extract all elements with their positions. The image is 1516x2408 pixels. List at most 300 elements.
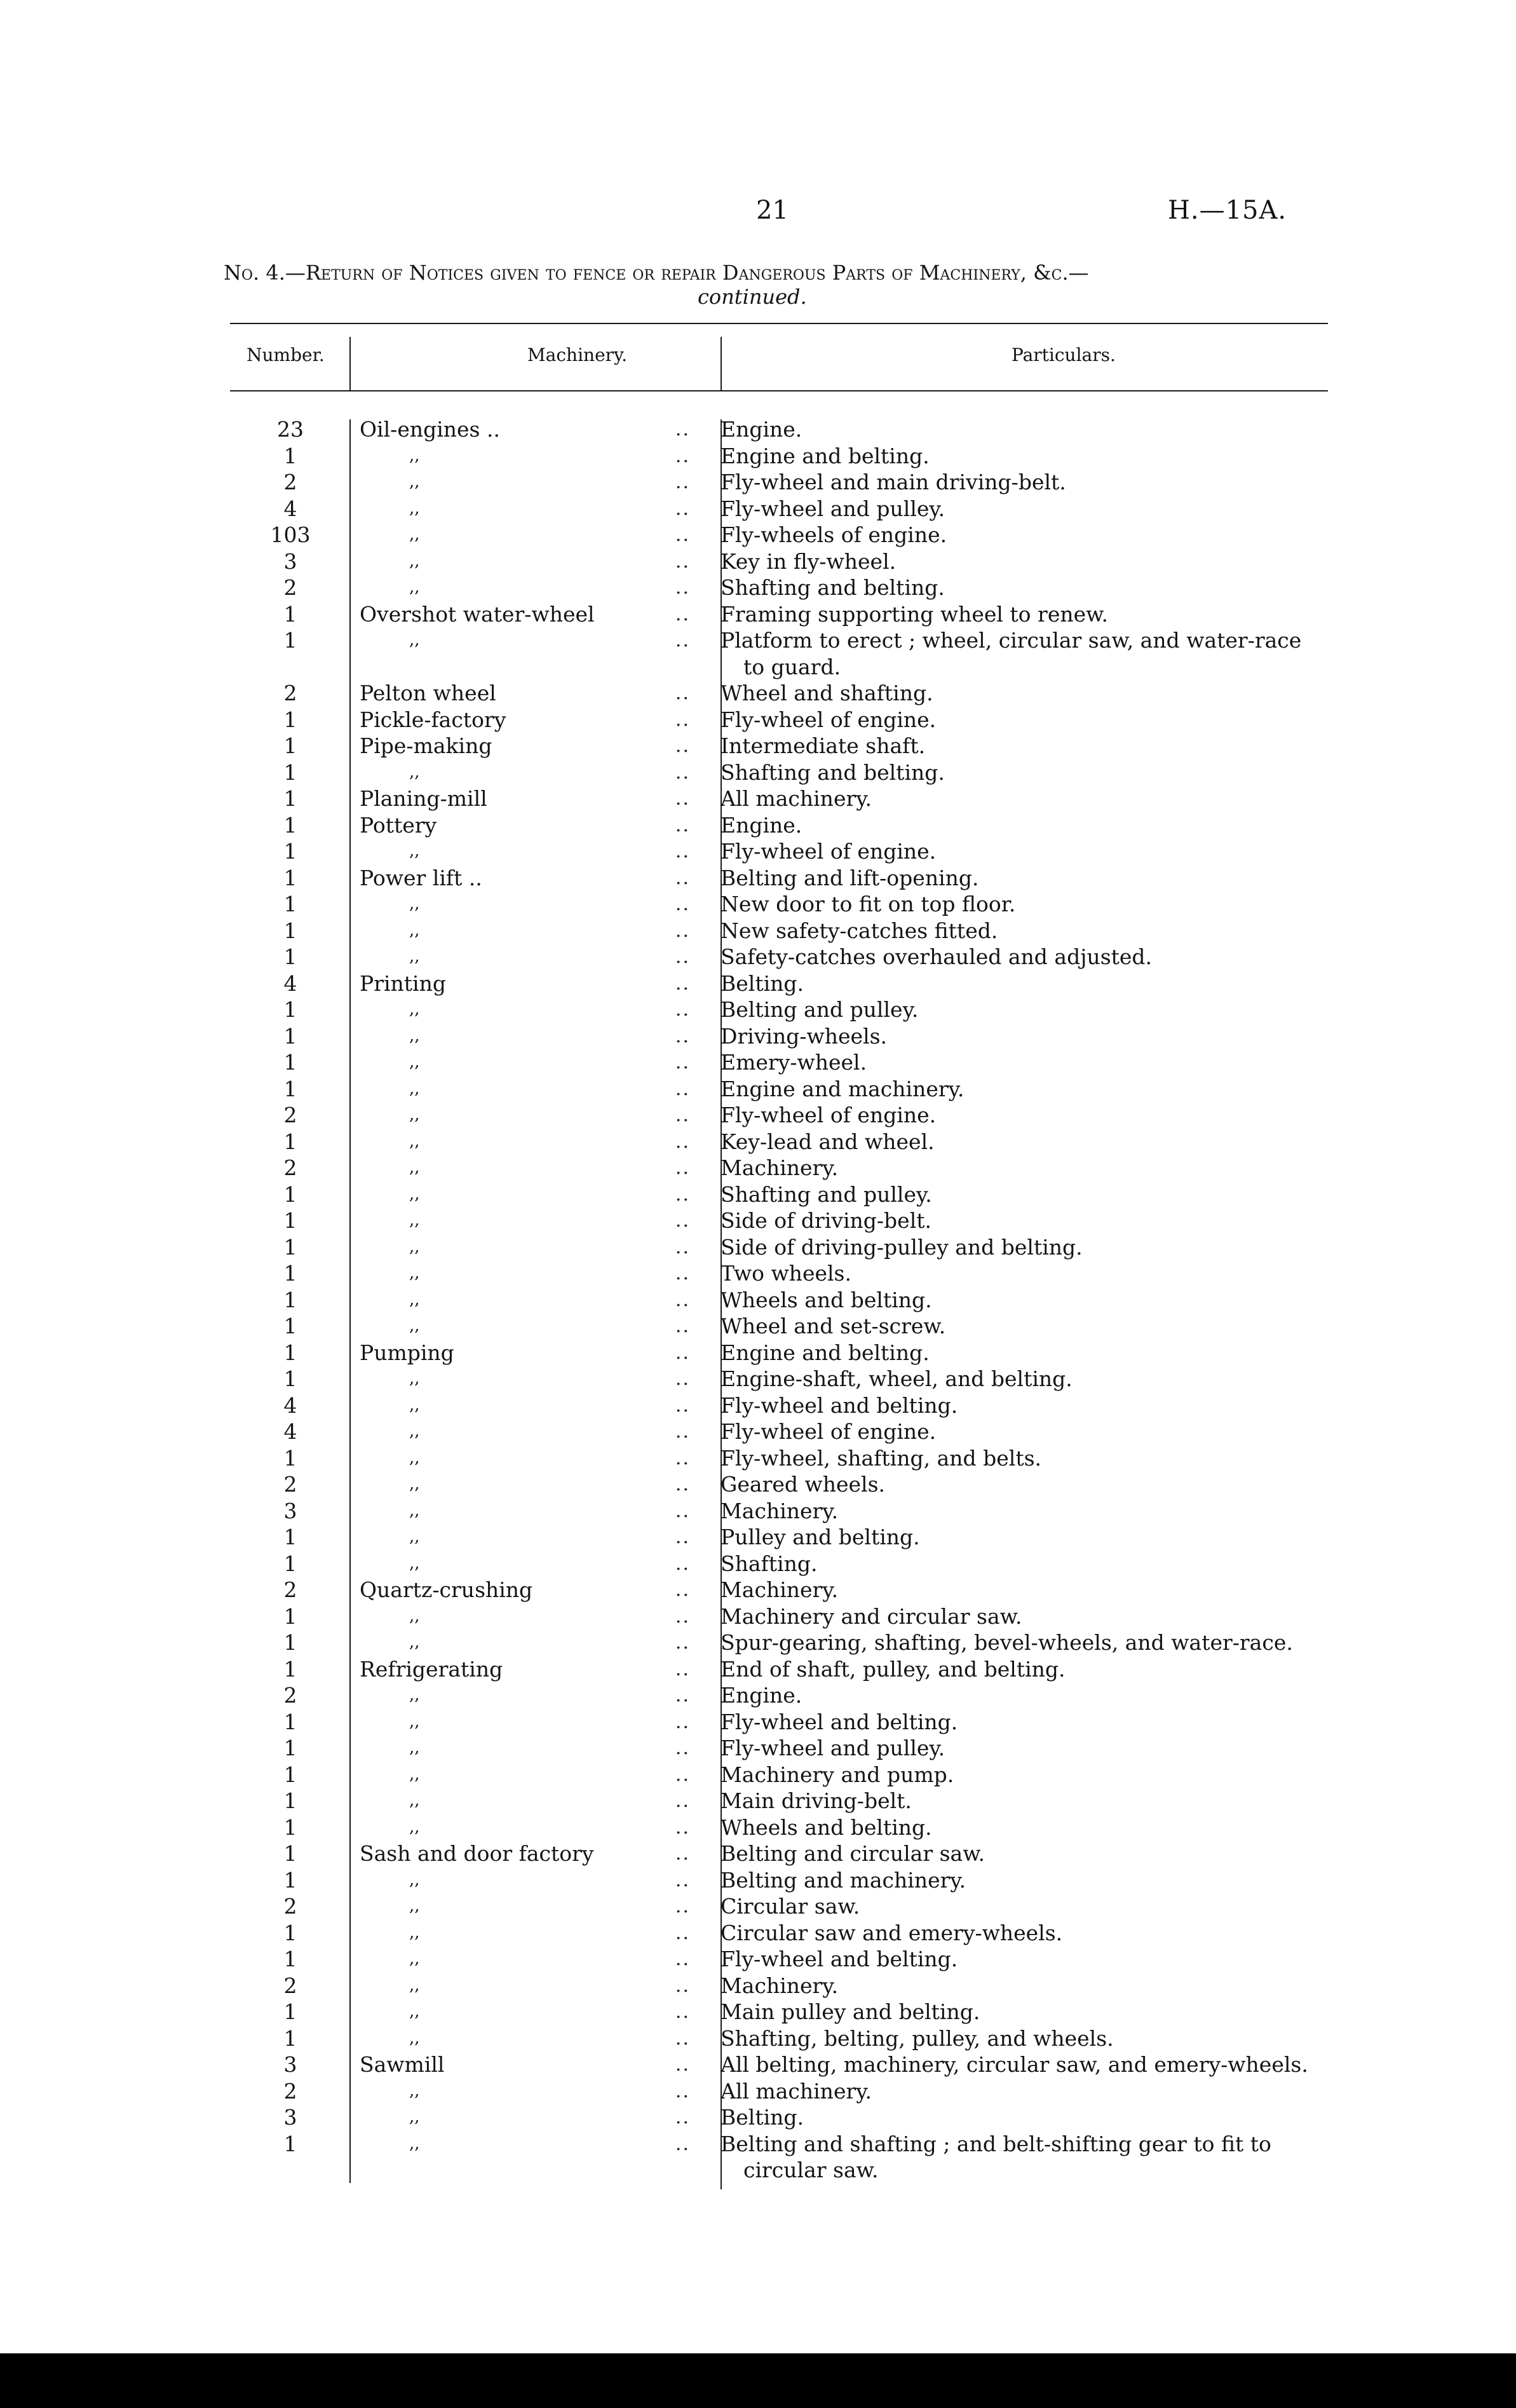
leader-dots: .. (675, 972, 690, 995)
row-particulars (696, 443, 1328, 470)
table-row (230, 2104, 1328, 2131)
row-number: 2 (283, 1973, 297, 1998)
row-particulars (696, 707, 1328, 733)
row-machinery-text: ,, (409, 2107, 420, 2126)
row-machinery-text: ,, (409, 1474, 420, 1493)
row-particulars (696, 1840, 1328, 1867)
row-machinery (353, 1313, 696, 1340)
row-machinery (353, 1234, 696, 1261)
table-title: No. 4.—Return of Notices given to fence or repair Dangerous Parts of Machinery, &c.— (224, 261, 1089, 285)
table-row (230, 1973, 1328, 1999)
table-row (230, 1181, 1328, 1208)
row-number: 1 (283, 2025, 297, 2051)
row-particulars (696, 2051, 1328, 2078)
row-machinery (353, 1287, 696, 1314)
row-particulars-text: Machinery. (721, 1498, 839, 1523)
row-number: 2 (283, 1155, 297, 1180)
table-row (230, 865, 1328, 892)
leader-dots: .. (675, 1816, 690, 1839)
row-machinery (353, 1788, 696, 1814)
row-particulars-text: Fly-wheel of engine. (721, 839, 937, 864)
leader-dots: .. (675, 576, 690, 599)
row-machinery-text: ,, (409, 1896, 420, 1915)
leader-dots: .. (675, 602, 690, 625)
table-row (230, 1234, 1328, 1261)
row-machinery-text: ,, (409, 1026, 420, 1045)
row-machinery-text: ,, (409, 1500, 420, 1520)
row-number: 1 (283, 1630, 297, 1655)
table-row (230, 1656, 1328, 1683)
leader-dots: .. (675, 550, 690, 573)
row-machinery-text: ,, (409, 1764, 420, 1784)
row-number: 1 (283, 892, 297, 916)
row-particulars (696, 469, 1328, 496)
row-machinery-text: ,, (409, 1633, 420, 1652)
row-particulars-text: Machinery. (721, 1155, 839, 1180)
row-number: 4 (283, 496, 297, 521)
row-particulars (696, 1340, 1328, 1366)
row-machinery (353, 496, 696, 522)
table-row (230, 1840, 1328, 1867)
row-number: 1 (283, 601, 297, 627)
row-machinery (353, 1814, 696, 1841)
table-row (230, 891, 1328, 918)
row-machinery (353, 1471, 696, 1498)
row-particulars (696, 1999, 1328, 2025)
row-number: 1 (283, 812, 297, 838)
row-machinery-text: ,, (409, 1184, 420, 1204)
row-number: 2 (283, 470, 297, 494)
row-machinery-text: ,, (409, 1553, 420, 1573)
table-row (230, 1709, 1328, 1736)
row-particulars-text: Belting and pulley. (721, 997, 919, 1022)
row-particulars-text: Engine. (721, 1683, 802, 1708)
leader-dots: .. (675, 1921, 690, 1944)
row-particulars (696, 1946, 1328, 1973)
row-particulars-text: Safety-catches overhauled and adjusted. (721, 944, 1153, 969)
row-machinery (353, 601, 696, 628)
table-row (230, 522, 1328, 548)
row-particulars (696, 1498, 1328, 1525)
row-machinery (353, 1603, 696, 1630)
column-divider-2 (721, 337, 722, 390)
row-machinery-text: ,, (409, 630, 420, 650)
row-machinery (353, 1445, 696, 1472)
table-row (230, 2078, 1328, 2105)
row-machinery-text: Overshot water-wheel (360, 601, 595, 627)
leader-dots: .. (675, 1974, 690, 1997)
row-number: 1 (283, 1920, 297, 1945)
row-number: 1 (283, 1287, 297, 1312)
row-particulars-text: New door to fit on top floor. (721, 892, 1016, 916)
row-number: 3 (283, 548, 297, 574)
row-particulars-text: Framing supporting wheel to renew. (721, 601, 1108, 627)
row-particulars (696, 1471, 1328, 1498)
row-number: 1 (283, 1788, 297, 1813)
row-number: 1 (283, 759, 297, 785)
table-row (230, 1287, 1328, 1314)
row-machinery (353, 1076, 696, 1103)
row-machinery-text: ,, (409, 1422, 420, 1441)
table-row (230, 1524, 1328, 1551)
row-particulars (696, 548, 1328, 575)
row-machinery-text: ,, (409, 1527, 420, 1546)
row-machinery (353, 707, 696, 733)
row-machinery-text: Power lift .. (360, 865, 482, 890)
row-particulars (696, 1129, 1328, 1155)
row-machinery (353, 1023, 696, 1050)
row-machinery (353, 1735, 696, 1762)
column-header-particulars: Particulars. (1012, 344, 1116, 365)
table-row (230, 2051, 1328, 2078)
row-machinery-text: Refrigerating (360, 1656, 503, 1682)
row-machinery-text: Oil-engines .. (360, 417, 500, 442)
table-row (230, 812, 1328, 839)
row-number: 1 (283, 1340, 297, 1365)
leader-dots: .. (675, 1763, 690, 1786)
row-machinery (353, 1129, 696, 1155)
row-particulars-text: Fly-wheel and belting. (721, 1392, 958, 1418)
row-machinery-text: ,, (409, 1817, 420, 1837)
table-row (230, 1207, 1328, 1234)
table-row (230, 1260, 1328, 1287)
table-row (230, 1498, 1328, 1525)
row-machinery (353, 680, 696, 707)
row-machinery (353, 1682, 696, 1709)
table-row (230, 1313, 1328, 1340)
table-row (230, 1946, 1328, 1973)
leader-dots: .. (675, 444, 690, 467)
leader-dots: .. (675, 1499, 690, 1522)
notices-table (230, 416, 1328, 2184)
table-row (230, 1682, 1328, 1709)
row-machinery (353, 1656, 696, 1683)
row-machinery-text: ,, (409, 1131, 420, 1151)
row-particulars (696, 1920, 1328, 1947)
row-number: 1 (283, 1709, 297, 1734)
table-row (230, 1445, 1328, 1472)
row-particulars-text: Side of driving-belt. (721, 1208, 932, 1233)
leader-dots: .. (675, 1157, 690, 1179)
row-particulars-text: All machinery. (721, 786, 872, 811)
row-number: 1 (283, 1076, 297, 1101)
row-machinery-text: ,, (409, 1922, 420, 1942)
row-machinery (353, 891, 696, 918)
row-particulars-text: Shafting. (721, 1551, 818, 1576)
row-machinery (353, 1946, 696, 1973)
row-machinery (353, 759, 696, 786)
page-number: 21 (756, 196, 788, 225)
leader-dots: .. (675, 919, 690, 942)
leader-dots: .. (675, 1948, 690, 1970)
row-machinery (353, 2025, 696, 2052)
row-machinery (353, 469, 696, 496)
leader-dots: .. (675, 1842, 690, 1865)
row-number: 2 (283, 1577, 297, 1602)
leader-dots: .. (675, 1605, 690, 1628)
row-number: 1 (283, 1181, 297, 1207)
row-particulars-text: Circular saw. (721, 1894, 860, 1919)
table-row (230, 1340, 1328, 1366)
leader-dots: .. (675, 998, 690, 1021)
table-row (230, 2025, 1328, 2052)
table-row (230, 786, 1328, 812)
row-machinery (353, 1340, 696, 1366)
row-number: 2 (283, 681, 297, 705)
header-rule (230, 390, 1328, 391)
row-particulars (696, 1076, 1328, 1103)
row-particulars (696, 1102, 1328, 1129)
row-number: 1 (283, 1603, 297, 1629)
leader-dots: .. (675, 2106, 690, 2128)
leader-dots: .. (675, 1024, 690, 1047)
leader-dots: .. (675, 524, 690, 546)
row-particulars (696, 680, 1328, 707)
row-particulars (696, 970, 1328, 997)
row-machinery (353, 1260, 696, 1287)
leader-dots: .. (675, 629, 690, 651)
leader-dots: .. (675, 1473, 690, 1495)
table-row (230, 1893, 1328, 1920)
table-row (230, 1788, 1328, 1814)
table-row (230, 443, 1328, 470)
row-particulars (696, 1445, 1328, 1472)
row-number: 3 (283, 1498, 297, 1523)
row-number: 2 (283, 1103, 297, 1127)
table-row (230, 627, 1328, 680)
leader-dots: .. (675, 1130, 690, 1153)
row-particulars-text: Belting and circular saw. (721, 1841, 985, 1866)
table-row (230, 1392, 1328, 1419)
table-row (230, 1102, 1328, 1129)
row-number: 2 (283, 2078, 297, 2104)
column-divider-1 (349, 337, 351, 390)
table-row (230, 707, 1328, 733)
row-particulars (696, 891, 1328, 918)
row-machinery (353, 838, 696, 865)
row-particulars-text: Key-lead and wheel. (721, 1129, 935, 1154)
row-machinery-text: ,, (409, 472, 420, 491)
table-row (230, 1603, 1328, 1630)
row-machinery-text: ,, (409, 2028, 420, 2048)
row-particulars-text: Driving-wheels. (721, 1023, 888, 1049)
row-particulars-text: Machinery and pump. (721, 1762, 954, 1787)
row-machinery (353, 1155, 696, 1181)
table-row (230, 1155, 1328, 1181)
row-particulars-text: Main driving-belt. (721, 1788, 912, 1813)
row-particulars-text: Wheels and belting. (721, 1814, 932, 1840)
row-particulars (696, 1392, 1328, 1419)
row-particulars-text: Belting and machinery. (721, 1867, 966, 1893)
table-row (230, 469, 1328, 496)
row-particulars (696, 575, 1328, 601)
row-particulars (696, 2131, 1328, 2184)
row-particulars-text: Shafting and belting. (721, 575, 945, 600)
row-particulars-text: Engine. (721, 812, 802, 838)
leader-dots: .. (675, 682, 690, 704)
row-machinery-text: ,, (409, 1711, 420, 1731)
row-particulars-text: Main pulley and belting. (721, 1999, 980, 2024)
row-machinery-text: ,, (409, 1000, 420, 1019)
leader-dots: .. (675, 866, 690, 889)
row-number: 1 (283, 1551, 297, 1576)
row-particulars (696, 1656, 1328, 1683)
table-row (230, 416, 1328, 443)
row-machinery-text: ,, (409, 1738, 420, 1757)
column-header-machinery: Machinery. (527, 344, 628, 365)
row-particulars-text: Engine. (721, 417, 802, 442)
row-machinery-text: ,, (409, 1791, 420, 1810)
row-machinery-text: Pelton wheel (360, 681, 496, 705)
row-machinery-text: ,, (409, 1078, 420, 1098)
leader-dots: .. (675, 1315, 690, 1337)
row-particulars (696, 1973, 1328, 1999)
leader-dots: .. (675, 1341, 690, 1364)
row-machinery (353, 416, 696, 443)
row-particulars-text: New safety-catches fitted. (721, 918, 998, 943)
table-row (230, 838, 1328, 865)
row-number: 1 (283, 1999, 297, 2024)
row-particulars-text: Key in fly-wheel. (721, 548, 897, 574)
row-particulars (696, 1155, 1328, 1181)
leader-dots: .. (675, 1579, 690, 1601)
row-number: 1 (283, 443, 297, 468)
row-particulars-text: Fly-wheel and pulley. (721, 496, 945, 521)
row-number: 1 (283, 1208, 297, 1233)
row-number: 2 (283, 1894, 297, 1919)
row-particulars-text: Pulley and belting. (721, 1525, 920, 1549)
row-particulars-text: Spur-gearing, shafting, bevel-wheels, and water-race. (721, 1630, 1293, 1655)
row-number: 1 (283, 2131, 297, 2156)
row-particulars-text: Fly-wheel and pulley. (721, 1736, 945, 1760)
row-machinery-text: ,, (409, 525, 420, 544)
row-machinery (353, 1867, 696, 1894)
table-row (230, 1577, 1328, 1603)
table-row (230, 1867, 1328, 1894)
row-particulars-text: Machinery. (721, 1577, 839, 1602)
row-machinery (353, 1102, 696, 1129)
row-particulars (696, 838, 1328, 865)
table-row (230, 1920, 1328, 1947)
row-particulars-text: Belting. (721, 970, 804, 996)
leader-dots: .. (675, 761, 690, 784)
row-machinery-text: ,, (409, 1949, 420, 1968)
row-machinery (353, 522, 696, 548)
row-number: 1 (283, 733, 297, 758)
leader-dots: .. (675, 1077, 690, 1100)
leader-dots: .. (675, 1183, 690, 1206)
row-machinery (353, 1181, 696, 1208)
row-particulars-text: Intermediate shaft. (721, 733, 926, 758)
row-particulars-text: Wheel and set-screw. (721, 1314, 946, 1338)
leader-dots: .. (675, 1368, 690, 1390)
row-number: 1 (283, 1525, 297, 1549)
row-particulars (696, 918, 1328, 944)
row-machinery (353, 1392, 696, 1419)
leader-dots: .. (675, 1684, 690, 1706)
row-number: 1 (283, 628, 297, 653)
row-particulars-text: Shafting, belting, pulley, and wheels. (721, 2025, 1114, 2051)
leader-dots: .. (675, 1104, 690, 1126)
row-machinery (353, 1973, 696, 1999)
leader-dots: .. (675, 418, 690, 440)
leader-dots: .. (675, 1737, 690, 1759)
row-machinery (353, 2131, 696, 2158)
row-particulars-text: Fly-wheel and belting. (721, 1709, 958, 1734)
leader-dots: .. (675, 893, 690, 915)
row-particulars (696, 1577, 1328, 1603)
row-machinery (353, 865, 696, 892)
row-number: 103 (270, 522, 311, 547)
row-machinery (353, 812, 696, 839)
row-number: 23 (277, 417, 304, 442)
leader-dots: .. (675, 1552, 690, 1575)
row-particulars-text: Engine and belting. (721, 1340, 930, 1365)
row-particulars (696, 1551, 1328, 1577)
row-number: 1 (283, 865, 297, 890)
row-number: 1 (283, 1023, 297, 1049)
row-machinery (353, 2104, 696, 2131)
row-machinery (353, 627, 696, 654)
row-particulars (696, 1366, 1328, 1392)
row-number: 1 (283, 1366, 297, 1391)
row-machinery-text: ,, (409, 1395, 420, 1415)
row-number: 4 (283, 970, 297, 996)
row-particulars-text: Fly-wheel and main driving-belt. (721, 470, 1066, 494)
row-number: 1 (283, 1867, 297, 1893)
row-particulars-text: Machinery and circular saw. (721, 1603, 1022, 1629)
row-machinery-text: ,, (409, 498, 420, 518)
row-machinery-text: Pumping (360, 1340, 454, 1365)
leader-dots: .. (675, 1895, 690, 1917)
leader-dots: .. (675, 1790, 690, 1812)
row-machinery-text: ,, (409, 1685, 420, 1704)
row-machinery (353, 2051, 696, 2078)
row-particulars (696, 1234, 1328, 1261)
row-particulars (696, 496, 1328, 522)
row-machinery-text: ,, (409, 2133, 420, 2153)
table-row (230, 548, 1328, 575)
row-machinery-text: ,, (409, 1316, 420, 1335)
row-machinery (353, 1893, 696, 1920)
leader-dots: .. (675, 1051, 690, 1073)
row-number: 1 (283, 1314, 297, 1338)
row-machinery-text: ,, (409, 1870, 420, 1889)
leader-dots: .. (675, 840, 690, 862)
row-number: 3 (283, 2052, 297, 2077)
leader-dots: .. (675, 1288, 690, 1311)
row-particulars (696, 786, 1328, 812)
row-machinery (353, 443, 696, 470)
table-row (230, 1999, 1328, 2025)
table-row (230, 2131, 1328, 2184)
row-machinery (353, 1207, 696, 1234)
row-machinery (353, 1498, 696, 1525)
row-particulars-text: Fly-wheel of engine. (721, 1419, 937, 1444)
row-machinery-text: Printing (360, 970, 446, 996)
row-particulars (696, 1603, 1328, 1630)
row-machinery-text: Pipe-making (360, 733, 492, 758)
row-particulars-text: Two wheels. (721, 1261, 851, 1286)
row-number: 1 (283, 997, 297, 1022)
row-number: 4 (283, 1392, 297, 1418)
leader-dots: .. (675, 1657, 690, 1680)
row-machinery (353, 1049, 696, 1076)
top-rule (230, 323, 1328, 324)
row-machinery-text: ,, (409, 446, 420, 465)
row-particulars (696, 2104, 1328, 2131)
table-row (230, 680, 1328, 707)
